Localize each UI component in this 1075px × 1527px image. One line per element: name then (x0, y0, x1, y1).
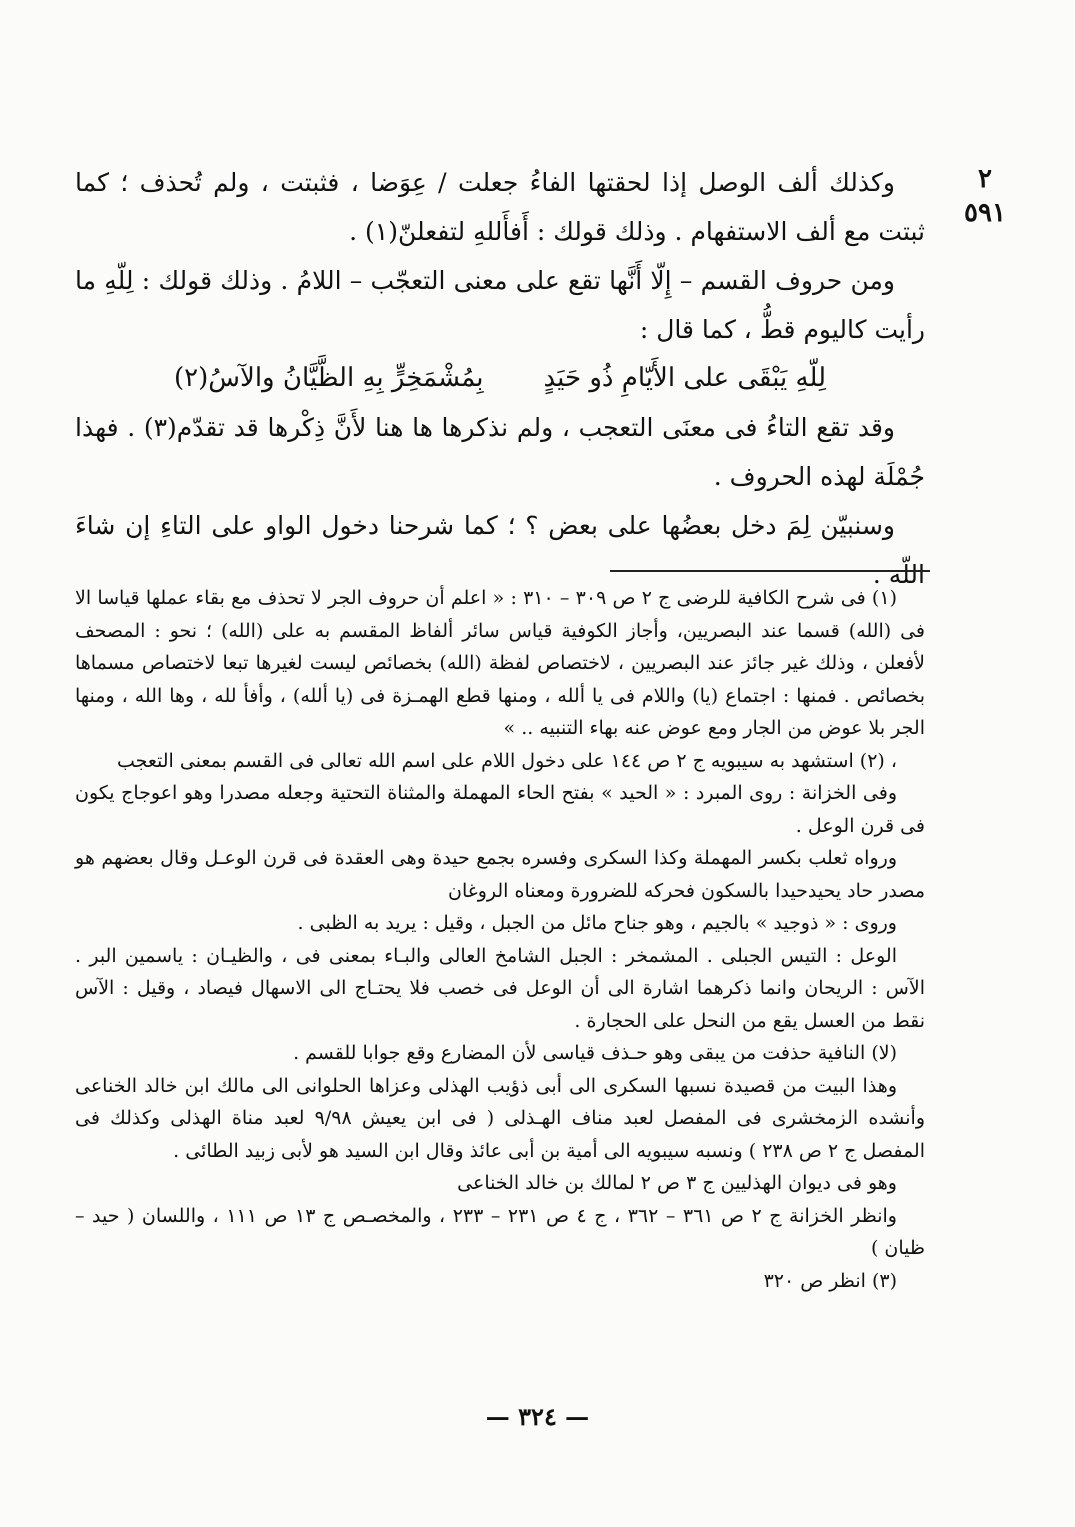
paragraph-ta-taajjub: وقد تقع التاءُ فى معنَى التعجب ، ولم نذكرها ها هنا لأَنَّ ذِكْرها قد تقدّم(٣) . فهذا جُمْلَة لهذه الحروف . (75, 413, 925, 491)
margin-reference (950, 162, 1020, 230)
footnote-separator (610, 570, 930, 572)
footnote-2-glossary: الوعل : التيس الجبلى . المشمخر : الجبل الشامخ العالى والبـاء بمعنى فى ، والظيـان : ياسمين البر . الآس : الريحان وانما ذكرهما اشارة الى أن الوعل فى خصب فلا يحتـاج الى الاسهال فيصاد ، وقيل : الآس نقط من العسل يقع من النحل على الحجارة . (75, 944, 925, 1032)
footnote-2-references: وانظر الخزانة ج ٢ ص ٣٦١ – ٣٦٢ ، ج ٤ ص ٢٣١ – ٢٣٣ ، والمخصـص ج ١٣ ص ١١١ ، واللسان ( حيد – ظيان ) (75, 1204, 925, 1259)
footnote-2: ، (٢) استشهد به سيبويه ج ٢ ص ١٤٤ على دخول اللام على اسم الله تعالى فى القسم بمعنى التعجب (116, 749, 897, 772)
margin-volume-number: ٢ (978, 164, 992, 194)
footnotes (75, 582, 925, 1297)
margin-page-number: ٥٩١ (964, 198, 1006, 228)
poetry-verse (75, 354, 925, 403)
paragraph-alif-wasl: وكذلك ألف الوصل إذا لحقتها الفاءُ جعلت / عِوَضا ، فثبتت ، ولم تُحذف ؛ كما ثبتت مع ألف الاستفهام . وذلك قولك : أَفأَللهِ لتفعلنّ(١) . (75, 168, 925, 246)
verse-second-hemistich: بِمُشْمَخِرٍّ بِهِ الظَّيَّانُ والآسُ(٢) (173, 363, 484, 393)
paragraph-closing: وسنبيّن لِمَ دخل بعضُها على بعض ؟ ؛ كما شرحنا دخول الواو على التاءِ إن شاءَ اللّه . (75, 511, 925, 589)
footnote-2-thaalab: ورواه ثعلب بكسر المهملة وكذا السكرى وفسره بجمع حيدة وهى العقدة فى قرن الوعـل وقال بعضهم هو مصدر حاد يحيدحيدا بالسكون فحركه للضرورة ومعناه الروغان (75, 847, 925, 902)
page-number: — ٣٢٤ — (485, 1402, 590, 1431)
footnote-2-attribution: وهذا البيت من قصيدة نسبها السكرى الى أبى ذؤيب الهذلى وعزاها الحلوانى الى مالك ابن خالد الخناعى وأنشده الزمخشرى فى المفصل لعبد مناف الهـذلى ( فى ابن يعيش ٩/٩٨ لعبد مناة الهذلى وكذلك فى المفصل ج ٢ ص ٢٣٨ ) ونسبه سيبويه الى أمية بن أبى عائذ وقال ابن السيد هو لأبى زبيد الطائى . (75, 1074, 926, 1162)
footnote-3: (٣) انظر ص ٣٢٠ (763, 1269, 897, 1292)
footnote-2-variant: وروى : « ذوجيد » بالجيم ، وهو جناح مائل من الجبل ، وقيل : يريد به الظبى . (297, 912, 897, 934)
main-text (75, 158, 925, 599)
paragraph-lam-qasam: ومن حروف القسم – إِلّا أَنَّها تقع على معنى التعجّب – اللامُ . وذلك قولك : لِلّهِ ما رأيت كاليوم قطُّ ، كما قال : (75, 266, 925, 344)
verse-first-hemistich: لِلّهِ يَبْقَى على الأَيّامِ ذُو حَيَدٍ (543, 363, 827, 393)
footnote-2-grammar: (لا) النافية حذفت من يبقى وهو حـذف قياسى لأن المضارع وقع جوابا للقسم . (293, 1042, 897, 1064)
footnote-2-khizana: وفى الخزانة : روى المبرد : « الحيد » بفتح الحاء المهملة والمثناة التحتية وجعله مصدرا وهو اعوجاج يكون فى قرن الوعل . (75, 782, 925, 837)
footnote-1: (١) فى شرح الكافية للرضى ج ٢ ص ٣٠٩ – ٣١٠ : « اعلم أن حروف الجر لا تحذف مع بقاء عملها قياسا الا فى (الله) قسما عند البصريين، وأجاز الكوفية قياس سائر ألفاظ المقسم به على (الله) ؛ نحو : المصحف لأفعلن ، وذلك غير جائز عند البصريين ، لاختصاص لفظة (الله) بخصائص ليست لغيرها تبعا لاختصاص مسماها بخصائص . فمنها : اجتماع (يا) واللام فى يا ألله ، ومنها قطع الهمـزة فى (يا ألله) ، وأفأ لله ، وها الله ، ومنها الجر بلا عوض من الجار ومع عوض عنه بهاء التنبيه .. » (75, 587, 925, 739)
footnote-2-diwan: وهو فى ديوان الهذليين ج ٣ ص ٢ لمالك بن خالد الخناعى (457, 1172, 897, 1194)
